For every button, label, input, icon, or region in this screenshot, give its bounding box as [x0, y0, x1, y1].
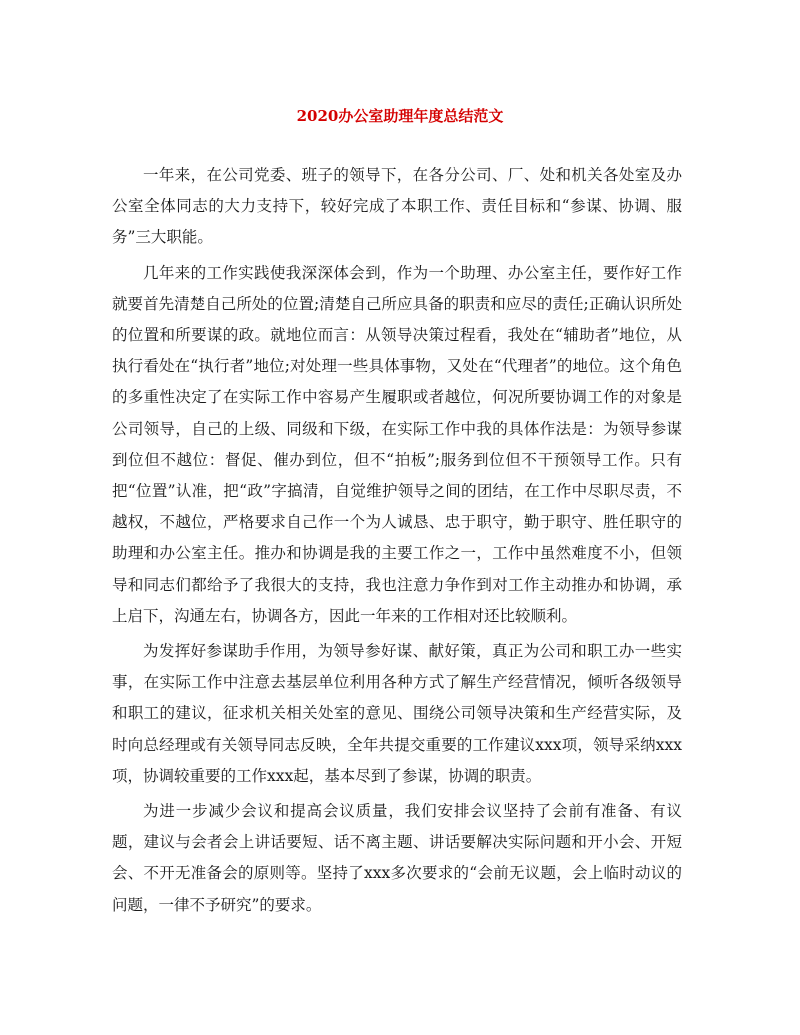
paragraph-3: 为发挥好参谋助手作用，为领导参好谋、献好策，真正为公司和职工办一些实事，在实际工作中注意去基层单位利用各种方式了解生产经营情况，倾听各级领导和职工的建议，征求机关相关处室的意见、围绕公司领导决策和生产经营实际，及时向总经理或有关领导同志反映，全年共提交重要的工作建议xxx项，领导采纳xxx项，协调较重要的工作xxx起，基本尽到了参谋，协调的职责。	[112, 642, 682, 785]
document-body	[112, 160, 682, 925]
paragraph-4: 为进一步减少会议和提高会议质量，我们安排会议坚持了会前有准备、有议题，建议与会者会上讲话要短、话不离主题、讲话要解决实际问题和开小会、开短会、不开无准备会的原则等。坚持了xxx多次要求的“会前无议题，会上临时动议的问题，一律不予研究”的要求。	[112, 802, 682, 914]
document-title: 2020办公室助理年度总结范文	[296, 107, 504, 125]
paragraph-1: 一年来，在公司党委、班子的领导下，在各分公司、厂、处和机关各处室及办公室全体同志的大力支持下，较好完成了本职工作、责任目标和“参谋、协调、服务”三大职能。	[112, 166, 682, 247]
paragraph-2: 几年来的工作实践使我深深体会到，作为一个助理、办公室主任，要作好工作就要首先清楚自己所处的位置;清楚自己所应具备的职责和应尽的责任;正确认识所处的位置和所要谋的政。就地位而言：从领导决策过程看，我处在“辅助者”地位，从执行看处在“执行者”地位;对处理一些具体事物，又处在“代理者”的地位。这个角色的多重性决定了在实际工作中容易产生履职或者越位，何况所要协调工作的对象是公司领导，自己的上级、同级和下级，在实际工作中我的具体作法是：为领导参谋到位但不越位：督促、催办到位，但不“拍板”;服务到位但不干预领导工作。只有把“位置”认准，把“政”字搞清，自觉维护领导之间的团结，在工作中尽职尽责，不越权，不越位，严格要求自己作一个为人诚恳、忠于职守，勤于职守、胜任职守的助理和办公室主任。推办和协调是我的主要工作之一，工作中虽然难度不小，但领导和同志们都给予了我很大的支持，我也注意力争作到对工作主动推办和协调，承上启下，沟通左右，协调各方，因此一年来的工作相对还比较顺利。	[112, 263, 682, 625]
